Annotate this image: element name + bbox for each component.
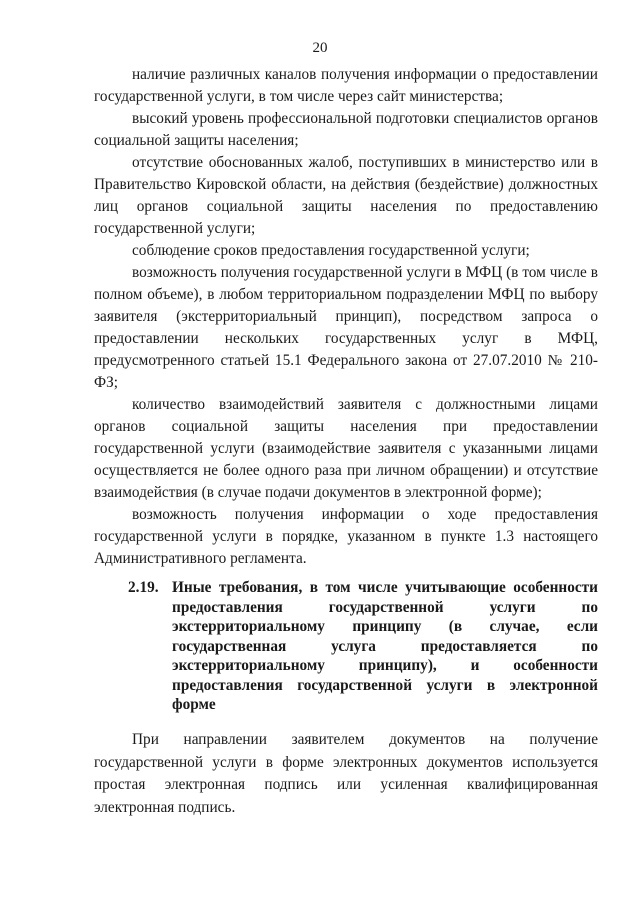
section-number: 2.19.	[128, 579, 159, 596]
paragraph-interactions-count: количество взаимодействий заявителя с должностными лицами органов социальной защиты населения при предоставлении государственной услуги (взаимодействие заявителя с указанными лицами осуществляется не более одного раза при личном обращении) и отсутствие взаимодействия (в случае подачи документов в электронной форме);	[94, 396, 598, 501]
document-body	[94, 64, 598, 570]
paragraph-electronic-signature: При направлении заявителем документов на получение государственной услуги в форме электронных документов используется простая электронная подпись или усиленная квалифицированная электронная подпись.	[94, 731, 598, 816]
paragraph-deadlines: соблюдение сроков предоставления государственной услуги;	[132, 242, 530, 259]
paragraph-info-channels: наличие различных каналов получения информации о предоставлении государственной услуги, в том числе через сайт министерства;	[94, 66, 598, 105]
paragraph-progress-info: возможность получения информации о ходе предоставления государственной услуги в порядке, указанном в пункте 1.3 настоящего Административного регламента.	[94, 506, 598, 567]
section-title: Иные требования, в том числе учитывающие особенности предоставления государственной услуги по экстерриториальному принципу (в случае, если государственная услуга предоставляется по экстерриториальному принципу), и особенности предоставления государственной услуги в электронной форме	[172, 579, 598, 713]
paragraph-mfc-availability: возможность получения государственной услуги в МФЦ (в том числе в полном объеме), в любом территориальном подразделении МФЦ по выбору заявителя (экстерриториальный принцип), посредством запроса о предоставлении нескольких государственных услуг в МФЦ, предусмотренного статьей 15.1 Федерального закона от 27.07.2010 № 210-ФЗ;	[94, 264, 598, 391]
paragraph-staff-qualification: высокий уровень профессиональной подготовки специалистов органов социальной защиты населения;	[94, 110, 598, 149]
page-number: 20	[312, 40, 328, 56]
paragraph-no-complaints: отсутствие обоснованных жалоб, поступивших в министерство или в Правительство Кировской области, на действия (бездействие) должностных лиц органов социальной защиты населения по предоставлению государственной услуги;	[94, 154, 598, 237]
electronic-signature-section	[94, 729, 598, 819]
